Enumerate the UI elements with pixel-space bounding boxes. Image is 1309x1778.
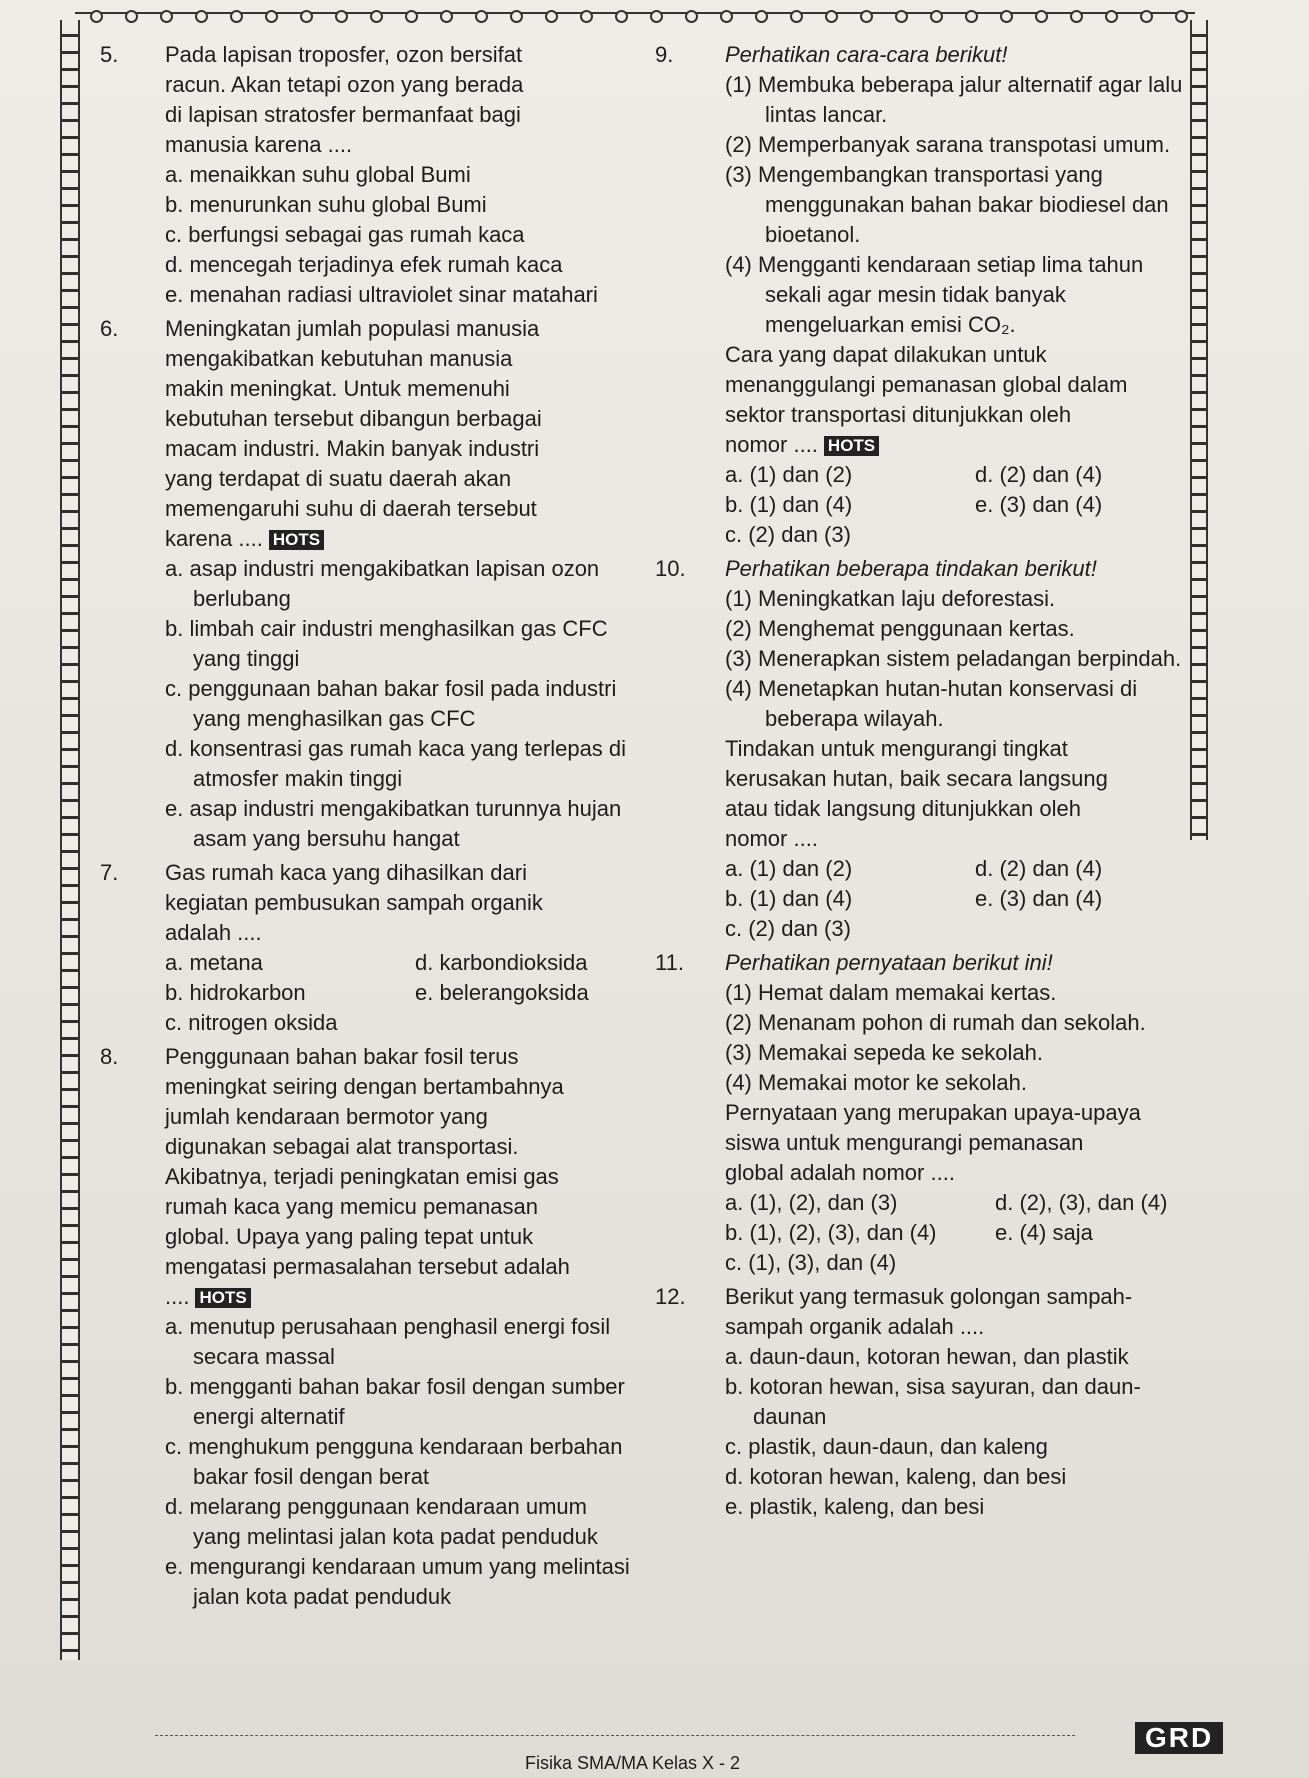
statement: (1) Meningkatkan laju deforestasi. bbox=[725, 586, 1056, 611]
option[interactable]: a. menaikkan suhu global Bumi bbox=[165, 162, 471, 187]
question-intro: Perhatikan cara-cara berikut! bbox=[725, 42, 1008, 67]
option[interactable]: d. konsentrasi gas rumah kaca yang terlepas di atmosfer makin tinggi bbox=[165, 736, 627, 791]
question-text: global. Upaya yang paling tepat untuk bbox=[165, 1224, 534, 1249]
statement: (1) Membuka beberapa jalur alternatif agar lalu lintas lancar. bbox=[725, 72, 1183, 127]
option[interactable]: b. kotoran hewan, sisa sayuran, dan daun-daunan bbox=[725, 1374, 1141, 1429]
question-text: racun. Akan tetapi ozon yang berada bbox=[165, 72, 524, 97]
border-dot bbox=[265, 10, 278, 23]
question-5 bbox=[100, 40, 640, 310]
border-dot bbox=[545, 10, 558, 23]
option[interactable]: a. menutup perusahaan penghasil energi fosil secara massal bbox=[165, 1314, 611, 1369]
question-text: Meningkatan jumlah populasi manusia bbox=[165, 316, 540, 341]
question-text: mengakibatkan kebutuhan manusia bbox=[165, 346, 513, 371]
question-number: 5. bbox=[100, 42, 119, 67]
question-text: kegiatan pembusukan sampah organik bbox=[165, 890, 543, 915]
option[interactable]: a. daun-daun, kotoran hewan, dan plastik bbox=[725, 1344, 1129, 1369]
option[interactable]: a. (1) dan (2) bbox=[725, 856, 853, 881]
option[interactable]: d. mencegah terjadinya efek rumah kaca bbox=[165, 252, 563, 277]
footer-line bbox=[155, 1735, 1075, 1736]
question-text: macam industri. Makin banyak industri bbox=[165, 436, 540, 461]
option[interactable]: c. menghukum pengguna kendaraan berbahan bakar fosil dengan berat bbox=[165, 1434, 623, 1489]
question-intro: Perhatikan beberapa tindakan berikut! bbox=[725, 556, 1097, 581]
question-6 bbox=[100, 314, 640, 854]
border-dot bbox=[230, 10, 243, 23]
border-dot bbox=[720, 10, 733, 23]
border-dot bbox=[335, 10, 348, 23]
question-number: 11. bbox=[655, 950, 684, 975]
question-text: Pada lapisan troposfer, ozon bersifat bbox=[165, 42, 523, 67]
border-dot bbox=[685, 10, 698, 23]
question-text: Penggunaan bahan bakar fosil terus bbox=[165, 1044, 519, 1069]
question-text: global adalah nomor .... bbox=[725, 1160, 955, 1185]
option[interactable]: a. asap industri mengakibatkan lapisan ozon berlubang bbox=[165, 556, 600, 611]
option[interactable]: c. plastik, daun-daun, dan kaleng bbox=[725, 1434, 1048, 1459]
border-dot bbox=[755, 10, 768, 23]
option[interactable]: e. (3) dan (4) bbox=[975, 886, 1103, 911]
border-dot bbox=[1070, 10, 1083, 23]
question-number: 12. bbox=[655, 1284, 686, 1309]
question-text: karena .... bbox=[165, 526, 263, 551]
statement: (4) Memakai motor ke sekolah. bbox=[725, 1070, 1027, 1095]
question-text: siswa untuk mengurangi pemanasan bbox=[725, 1130, 1084, 1155]
hots-badge: HOTS bbox=[195, 1288, 250, 1308]
question-12 bbox=[655, 1282, 1195, 1522]
option[interactable]: b. (1) dan (4) bbox=[725, 886, 853, 911]
question-number: 10. bbox=[655, 556, 686, 581]
border-dot bbox=[440, 10, 453, 23]
question-text: memengaruhi suhu di daerah tersebut bbox=[165, 496, 537, 521]
border-dot bbox=[965, 10, 978, 23]
question-text: meningkat seiring dengan bertambahnya bbox=[165, 1074, 564, 1099]
option[interactable]: c. (2) dan (3) bbox=[725, 916, 851, 941]
question-text: nomor .... bbox=[725, 432, 818, 457]
option[interactable]: b. (1) dan (4) bbox=[725, 492, 853, 517]
border-dot bbox=[580, 10, 593, 23]
option[interactable]: b. hidrokarbon bbox=[165, 980, 306, 1005]
border-dot bbox=[510, 10, 523, 23]
border-dot bbox=[615, 10, 628, 23]
border-dot bbox=[825, 10, 838, 23]
option[interactable]: e. (4) saja bbox=[995, 1220, 1093, 1245]
publisher-logo: GRD bbox=[1135, 1722, 1223, 1754]
question-text: Akibatnya, terjadi peningkatan emisi gas bbox=[165, 1164, 559, 1189]
border-dot bbox=[475, 10, 488, 23]
question-text: digunakan sebagai alat transportasi. bbox=[165, 1134, 519, 1159]
option[interactable]: d. (2) dan (4) bbox=[975, 462, 1103, 487]
question-text: nomor .... bbox=[725, 826, 818, 851]
question-text: sektor transportasi ditunjukkan oleh bbox=[725, 402, 1072, 427]
question-text: menanggulangi pemanasan global dalam bbox=[725, 372, 1128, 397]
option[interactable]: b. limbah cair industri menghasilkan gas CFC yang tinggi bbox=[165, 616, 608, 671]
option[interactable]: b. menurunkan suhu global Bumi bbox=[165, 192, 487, 217]
border-dot bbox=[1175, 10, 1188, 23]
statement: (2) Menghemat penggunaan kertas. bbox=[725, 616, 1075, 641]
option[interactable]: d. (2), (3), dan (4) bbox=[995, 1190, 1168, 1215]
question-11 bbox=[655, 948, 1195, 1278]
question-text: sampah organik adalah .... bbox=[725, 1314, 985, 1339]
border-dot bbox=[160, 10, 173, 23]
question-text: di lapisan stratosfer bermanfaat bagi bbox=[165, 102, 521, 127]
footer-text: Fisika SMA/MA Kelas X - 2 bbox=[525, 1753, 741, 1773]
question-number: 9. bbox=[655, 42, 674, 67]
option[interactable]: b. (1), (2), (3), dan (4) bbox=[725, 1220, 937, 1245]
option[interactable]: c. nitrogen oksida bbox=[165, 1010, 338, 1035]
border-dot bbox=[1000, 10, 1013, 23]
option[interactable]: b. mengganti bahan bakar fosil dengan sumber energi alternatif bbox=[165, 1374, 625, 1429]
question-text: yang terdapat di suatu daerah akan bbox=[165, 466, 512, 491]
option[interactable]: d. melarang penggunaan kendaraan umum yang melintasi jalan kota padat penduduk bbox=[165, 1494, 598, 1549]
option[interactable]: d. (2) dan (4) bbox=[975, 856, 1103, 881]
border-dot bbox=[195, 10, 208, 23]
top-border bbox=[75, 12, 1195, 22]
statement: (1) Hemat dalam memakai kertas. bbox=[725, 980, 1057, 1005]
question-text: kerusakan hutan, baik secara langsung bbox=[725, 766, 1108, 791]
question-7 bbox=[100, 858, 640, 1038]
hots-badge: HOTS bbox=[824, 436, 879, 456]
question-text: Tindakan untuk mengurangi tingkat bbox=[725, 736, 1068, 761]
question-intro: Perhatikan pernyataan berikut ini! bbox=[725, 950, 1053, 975]
border-dot bbox=[1035, 10, 1048, 23]
border-dot bbox=[1140, 10, 1153, 23]
border-dot bbox=[650, 10, 663, 23]
border-dot bbox=[895, 10, 908, 23]
option[interactable]: a. (1), (2), dan (3) bbox=[725, 1190, 898, 1215]
border-dot bbox=[90, 10, 103, 23]
option[interactable]: e. menahan radiasi ultraviolet sinar matahari bbox=[165, 282, 598, 307]
question-number: 7. bbox=[100, 860, 119, 885]
statement: (3) Mengembangkan transportasi yang menggunakan bahan bakar biodiesel dan bioetanol. bbox=[725, 162, 1169, 247]
right-column bbox=[655, 40, 1195, 1526]
question-text: makin meningkat. Untuk memenuhi bbox=[165, 376, 510, 401]
question-text: rumah kaca yang memicu pemanasan bbox=[165, 1194, 538, 1219]
question-8 bbox=[100, 1042, 640, 1612]
option[interactable]: a. metana bbox=[165, 950, 263, 975]
option[interactable]: e. (3) dan (4) bbox=[975, 492, 1103, 517]
question-number: 8. bbox=[100, 1044, 119, 1069]
question-text: kebutuhan tersebut dibangun berbagai bbox=[165, 406, 542, 431]
option[interactable]: d. kotoran hewan, kaleng, dan besi bbox=[725, 1464, 1067, 1489]
border-dot bbox=[860, 10, 873, 23]
option[interactable]: c. (1), (3), dan (4) bbox=[725, 1250, 897, 1275]
question-text: mengatasi permasalahan tersebut adalah bbox=[165, 1254, 570, 1279]
question-text: Berikut yang termasuk golongan sampah- bbox=[725, 1284, 1133, 1309]
option[interactable]: c. (2) dan (3) bbox=[725, 522, 851, 547]
statement: (2) Memperbanyak sarana transpotasi umum. bbox=[725, 132, 1171, 157]
border-dot bbox=[930, 10, 943, 23]
question-text: .... bbox=[165, 1284, 190, 1309]
statement: (4) Menetapkan hutan-hutan konservasi di beberapa wilayah. bbox=[725, 676, 1138, 731]
statement: (3) Menerapkan sistem peladangan berpindah. bbox=[725, 646, 1182, 671]
option[interactable]: c. penggunaan bahan bakar fosil pada industri yang menghasilkan gas CFC bbox=[165, 676, 617, 731]
question-text: jumlah kendaraan bermotor yang bbox=[165, 1104, 488, 1129]
option[interactable]: a. (1) dan (2) bbox=[725, 462, 853, 487]
option[interactable]: c. berfungsi sebagai gas rumah kaca bbox=[165, 222, 525, 247]
question-number: 6. bbox=[100, 316, 119, 341]
option[interactable]: e. mengurangi kendaraan umum yang melintasi jalan kota padat penduduk bbox=[165, 1554, 630, 1609]
question-text: manusia karena .... bbox=[165, 132, 353, 157]
border-dot bbox=[405, 10, 418, 23]
question-text: adalah .... bbox=[165, 920, 262, 945]
question-10 bbox=[655, 554, 1195, 944]
question-text: Gas rumah kaca yang dihasilkan dari bbox=[165, 860, 527, 885]
border-dot bbox=[370, 10, 383, 23]
left-border bbox=[60, 20, 80, 1660]
statement: (3) Memakai sepeda ke sekolah. bbox=[725, 1040, 1043, 1065]
question-text: Cara yang dapat dilakukan untuk bbox=[725, 342, 1047, 367]
border-dot bbox=[1105, 10, 1118, 23]
question-text: Pernyataan yang merupakan upaya-upaya bbox=[725, 1100, 1141, 1125]
left-column bbox=[100, 40, 640, 1616]
question-text: atau tidak langsung ditunjukkan oleh bbox=[725, 796, 1081, 821]
option[interactable]: e. asap industri mengakibatkan turunnya hujan asam yang bersuhu hangat bbox=[165, 796, 622, 851]
border-dot bbox=[125, 10, 138, 23]
border-dot bbox=[790, 10, 803, 23]
question-9 bbox=[655, 40, 1195, 550]
option[interactable]: e. plastik, kaleng, dan besi bbox=[725, 1494, 985, 1519]
option[interactable]: e. belerangoksida bbox=[415, 980, 589, 1005]
option[interactable]: d. karbondioksida bbox=[415, 950, 588, 975]
statement: (4) Mengganti kendaraan setiap lima tahun sekali agar mesin tidak banyak mengeluarkan emisi CO₂. bbox=[725, 252, 1144, 337]
footer bbox=[0, 1748, 1309, 1778]
hots-badge: HOTS bbox=[269, 530, 324, 550]
statement: (2) Menanam pohon di rumah dan sekolah. bbox=[725, 1010, 1146, 1035]
border-dot bbox=[300, 10, 313, 23]
